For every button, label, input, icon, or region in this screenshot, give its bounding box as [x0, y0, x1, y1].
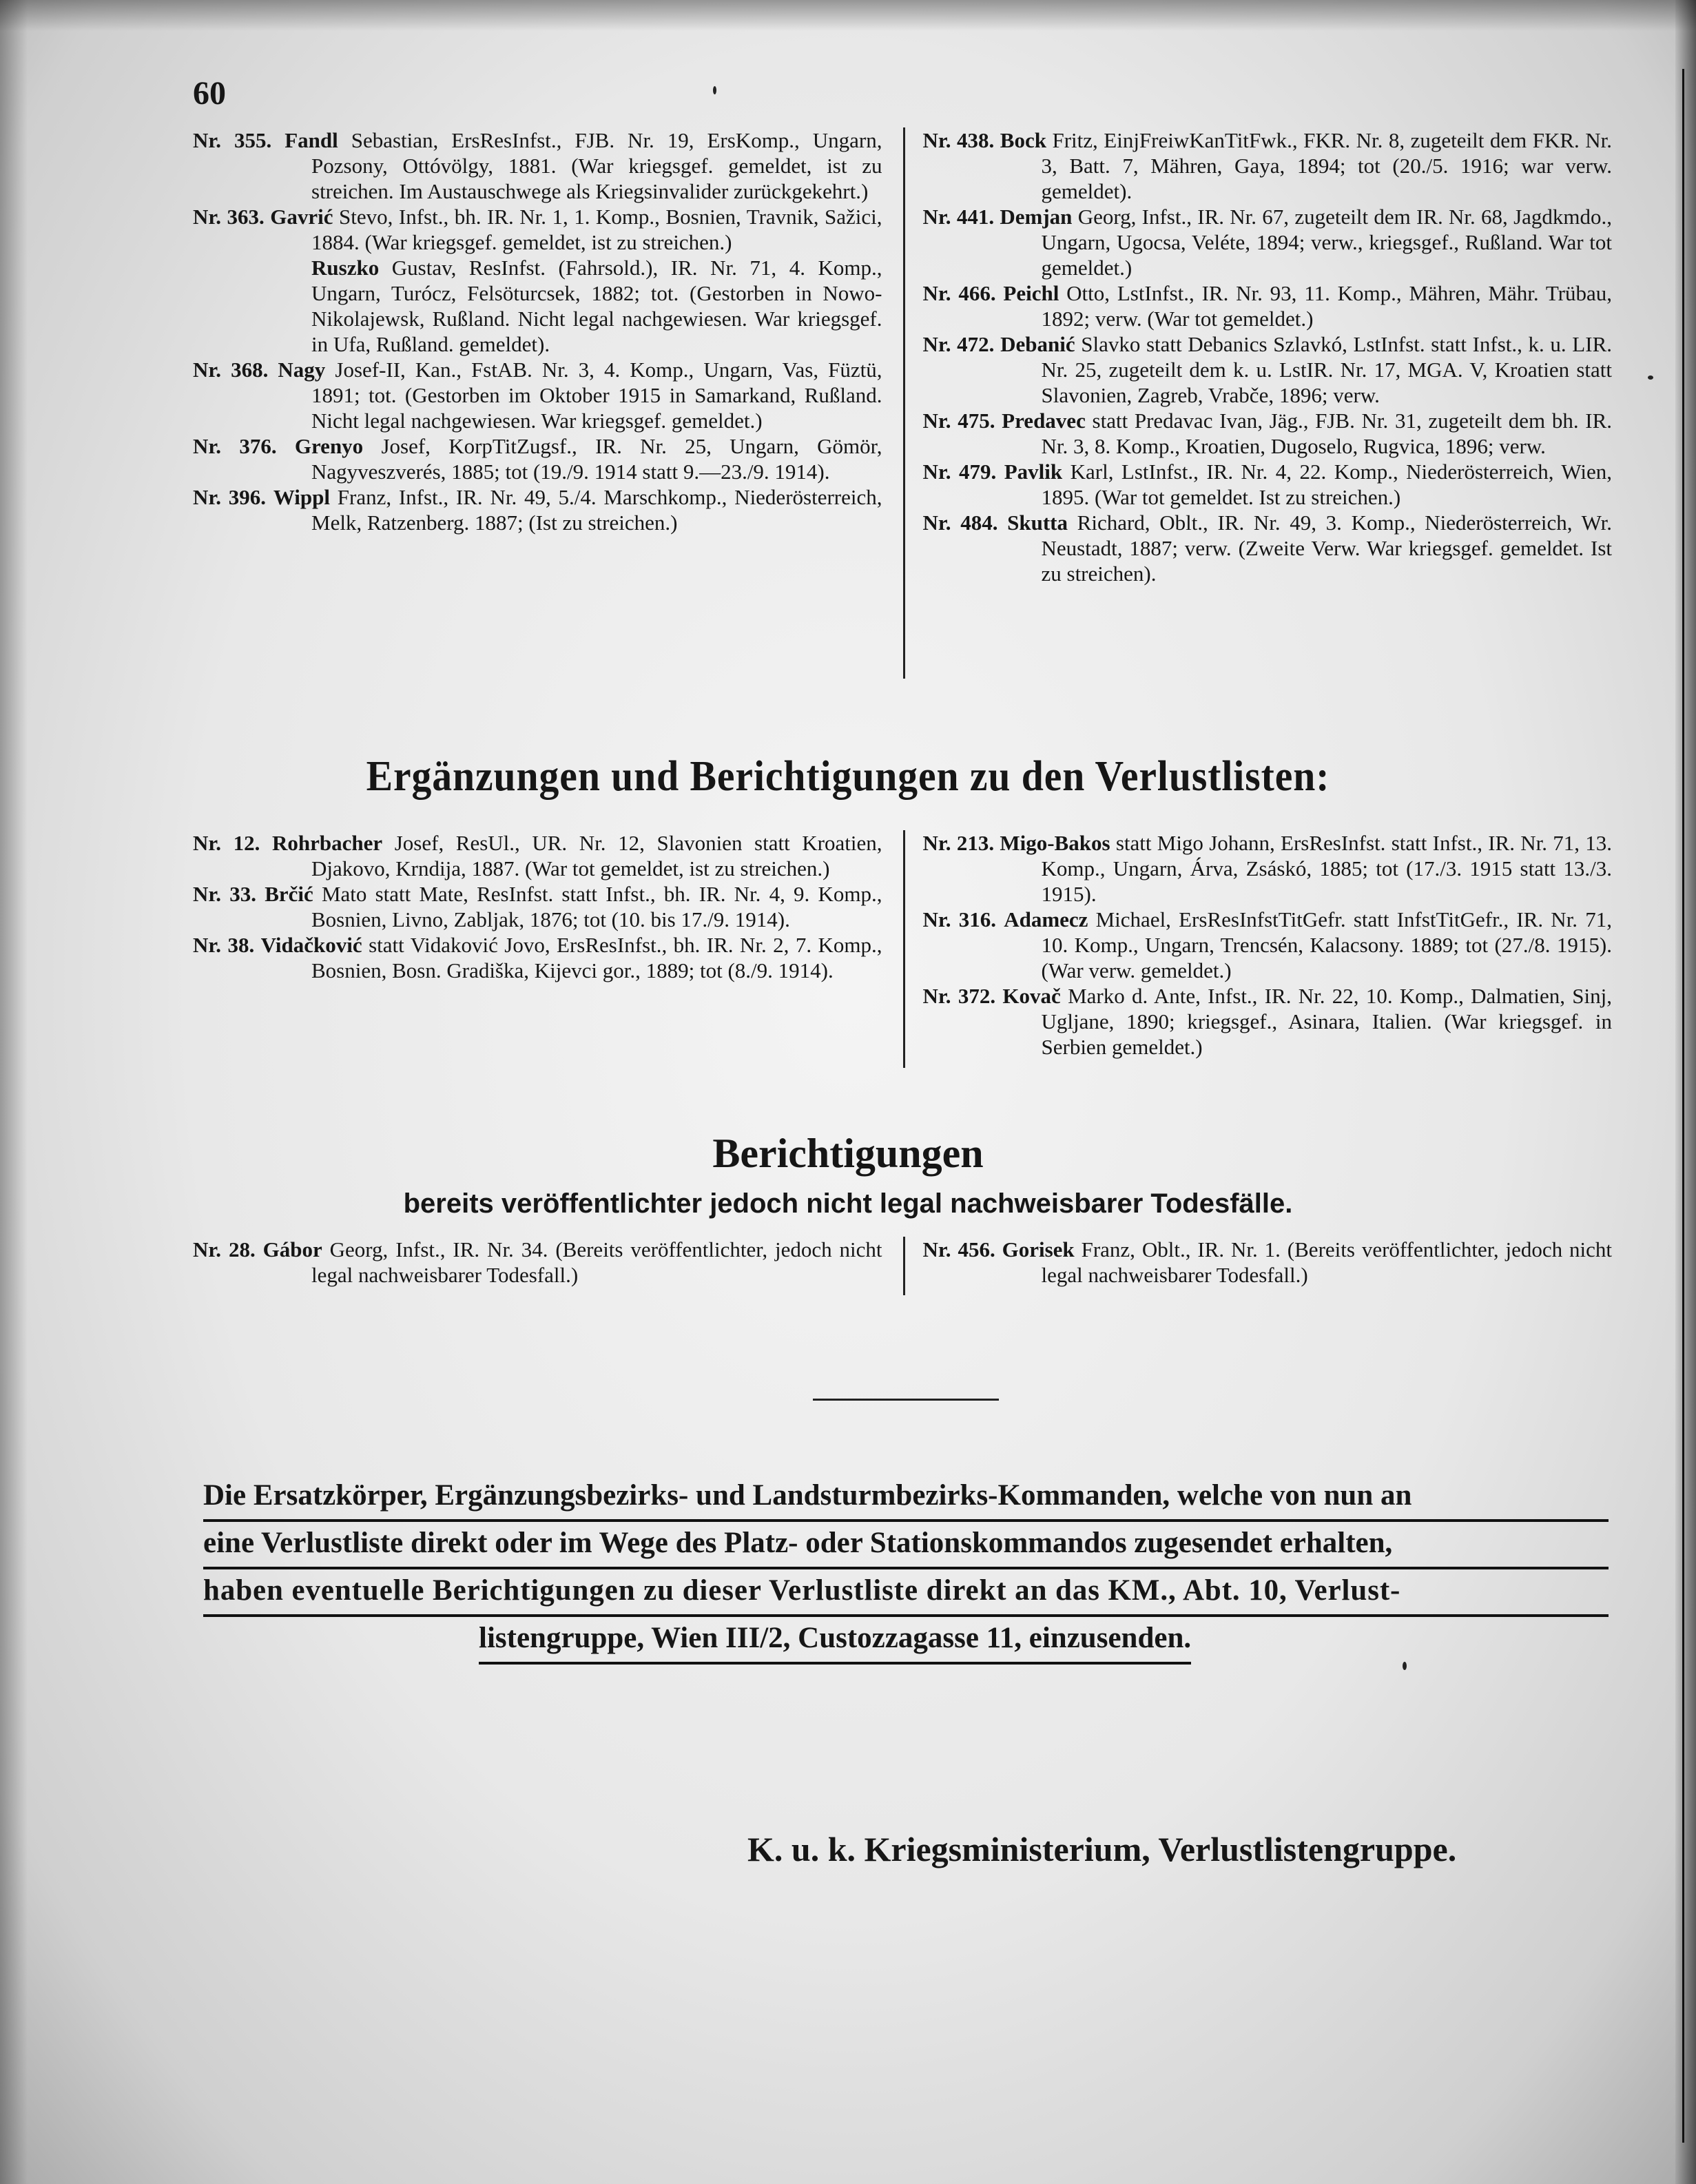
notice-paragraph	[203, 1474, 1609, 1665]
notice-line: eine Verlustliste direkt oder im Wege des Platz- oder Stationskommandos zugesendet erhalten,	[203, 1522, 1609, 1569]
section-heading-corrections: Berichtigungen	[712, 1131, 984, 1176]
casualty-corrections-section	[193, 127, 1612, 679]
section-divider	[813, 1399, 999, 1401]
list-entry: Nr. 475. Predavec statt Predavac Ivan, Jäg., FJB. Nr. 31, zugeteilt dem bh. IR. Nr. 3, 8. Komp., Kroatien, Dugoselo, Rugvica, 1896; verw.	[922, 409, 1613, 458]
list-entry: Nr. 376. Grenyo Josef, KorpTitZugsf., IR. Nr. 25, Ungarn, Gömör, Nagyveszverés, 1885; tot (19./9. 1914 statt 9.—23./9. 1914).	[193, 434, 882, 484]
column-right	[903, 127, 1613, 679]
list-entry: Nr. 213. Migo-Bakos statt Migo Johann, ErsResInfst. statt Infst., IR. Nr. 71, 13. Komp., Ungarn, Árva, Zsáskó, 1885; tot (17./3. 1915 statt 13./3. 1915).	[922, 831, 1613, 906]
list-entry: Nr. 396. Wippl Franz, Infst., IR. Nr. 49, 5./4. Marschkomp., Niederösterreich, Melk, Ratzenberg. 1887; (Ist zu streichen.)	[193, 485, 882, 535]
list-entry: Nr. 28. Gábor Georg, Infst., IR. Nr. 34. (Bereits veröffentlichter, jedoch nicht legal nachweisbarer Todesfall.)	[193, 1237, 882, 1287]
unverified-deaths-section	[193, 1237, 1612, 1295]
ink-speck	[713, 86, 716, 94]
column-left	[193, 1237, 903, 1295]
list-entry: Nr. 438. Bock Fritz, EinjFreiwKanTitFwk., FKR. Nr. 8, zugeteilt dem FKR. Nr. 3, Batt. 7, Mähren, Gaya, 1894; tot (20./5. 1916; war verw. gemeldet).	[922, 128, 1613, 203]
column-left	[193, 127, 903, 679]
column-left	[193, 830, 903, 1068]
list-entry: Nr. 456. Gorisek Franz, Oblt., IR. Nr. 1. (Bereits veröffentlichter, jedoch nicht legal nachweisbarer Todesfall.)	[922, 1237, 1612, 1287]
list-entry: Nr. 368. Nagy Josef-II, Kan., FstAB. Nr. 3, 4. Komp., Ungarn, Vas, Füztü, 1891; tot. (Gestorben im Oktober 1915 in Samarkand, Rußland. Nicht legal nachgewiesen. War kriegsgef. gemeldet.)	[193, 358, 882, 433]
notice-line: listengruppe, Wien III/2, Custozzagasse 11, einzusenden.	[479, 1617, 1191, 1665]
section-heading-supplements: Ergänzungen und Berichtigungen zu den Verlustlisten:	[366, 753, 1330, 800]
list-entry: Nr. 484. Skutta Richard, Oblt., IR. Nr. 49, 3. Komp., Niederösterreich, Wr. Neustadt, 1887; verw. (Zweite Verw. War kriegsgef. gemeldet. Ist zu streichen).	[922, 511, 1613, 586]
section-subheading: bereits veröffentlichter jedoch nicht legal nachweisbarer Todesfälle.	[403, 1188, 1293, 1219]
list-entry: Ruszko Gustav, ResInfst. (Fahrsold.), IR. Nr. 71, 4. Komp., Ungarn, Turócz, Felsöturcsek, 1882; tot. (Gestorben in Nowo-Nikolajewsk, Rußland. Nicht legal nachgewiesen. War kriegsgef. in Ufa, Rußland. gemeldet).	[311, 256, 882, 356]
list-entry: Nr. 12. Rohrbacher Josef, ResUl., UR. Nr. 12, Slavonien statt Kroatien, Djakovo, Krndija, 1887. (War tot gemeldet, ist zu streichen.)	[193, 831, 882, 880]
notice-line: Die Ersatzkörper, Ergänzungsbezirks- und Landsturmbezirks-Kommanden, welche von nun an	[203, 1474, 1609, 1522]
page-shadow-left	[0, 0, 28, 2184]
list-entry: Nr. 363. Gavrić Stevo, Infst., bh. IR. Nr. 1, 1. Komp., Bosnien, Travnik, Sažici, 1884. (War kriegsgef. gemeldet, ist zu streichen.)	[193, 205, 882, 254]
ink-speck	[1648, 375, 1653, 380]
list-entry: Nr. 316. Adamecz Michael, ErsResInfstTitGefr. statt InfstTitGefr., IR. Nr. 71, 10. Komp., Ungarn, Trencsén, Kalacsony. 1889; tot (27./8. 1915). (War verw. gemeldet.)	[922, 907, 1612, 982]
list-entry: Nr. 38. Vidačković statt Vidaković Jovo, ErsResInfst., bh. IR. Nr. 2, 7. Komp., Bosnien, Bosn. Gradiška, Kijevci gor., 1889; tot (8./9. 1914).	[193, 933, 882, 982]
column-right	[903, 830, 1613, 1068]
ink-speck	[1403, 1662, 1407, 1670]
column-right	[903, 1237, 1613, 1295]
supplements-section	[193, 830, 1612, 1068]
page-edge-right	[1675, 0, 1696, 2184]
list-entry: Nr. 355. Fandl Sebastian, ErsResInfst., FJB. Nr. 19, ErsKomp., Ungarn, Pozsony, Ottóvölgy, 1881. (War kriegsgef. gemeldet, ist zu streichen. Im Austauschwege als Kriegsinvalider zurückgekehrt.)	[193, 128, 882, 203]
list-entry: Nr. 479. Pavlik Karl, LstInfst., IR. Nr. 4, 22. Komp., Niederösterreich, Wien, 1895. (War tot gemeldet. Ist zu streichen.)	[922, 460, 1613, 509]
page-shadow-top	[0, 0, 1696, 31]
list-entry: Nr. 472. Debanić Slavko statt Debanics Szlavkó, LstInfst. statt Infst., k. u. LIR. Nr. 25, zugeteilt dem k. u. LstIR. Nr. 17, MGA. V, Kroatien statt Slavonien, Zagreb, Vrabče, 1896; verw.	[922, 332, 1612, 407]
signature: K. u. k. Kriegsministerium, Verlustlistengruppe.	[747, 1830, 1457, 1868]
list-entry: Nr. 441. Demjan Georg, Infst., IR. Nr. 67, zugeteilt dem IR. Nr. 68, Jagdkmdo., Ungarn, Ugocsa, Veléte, 1894; verw., kriegsgef., Rußland. War tot gemeldet.)	[922, 205, 1612, 280]
list-entry: Nr. 372. Kovač Marko d. Ante, Infst., IR. Nr. 22, 10. Komp., Dalmatien, Sinj, Ugljane, 1890; kriegsgef., Asinara, Italien. (War kriegsgef. in Serbien gemeldet.)	[922, 984, 1613, 1059]
list-entry: Nr. 33. Brčić Mato statt Mate, ResInfst. statt Infst., bh. IR. Nr. 4, 9. Komp., Bosnien, Livno, Zabljak, 1876; tot (10. bis 17./9. 1914).	[193, 882, 882, 931]
list-entry: Nr. 466. Peichl Otto, LstInfst., IR. Nr. 93, 11. Komp., Mähren, Mähr. Trübau, 1892; verw. (War tot gemeldet.)	[922, 281, 1613, 331]
page-number: 60	[193, 75, 226, 112]
notice-line: haben eventuelle Berichtigungen zu dieser Verlustliste direkt an das KM., Abt. 10, Verlust-	[203, 1569, 1609, 1617]
